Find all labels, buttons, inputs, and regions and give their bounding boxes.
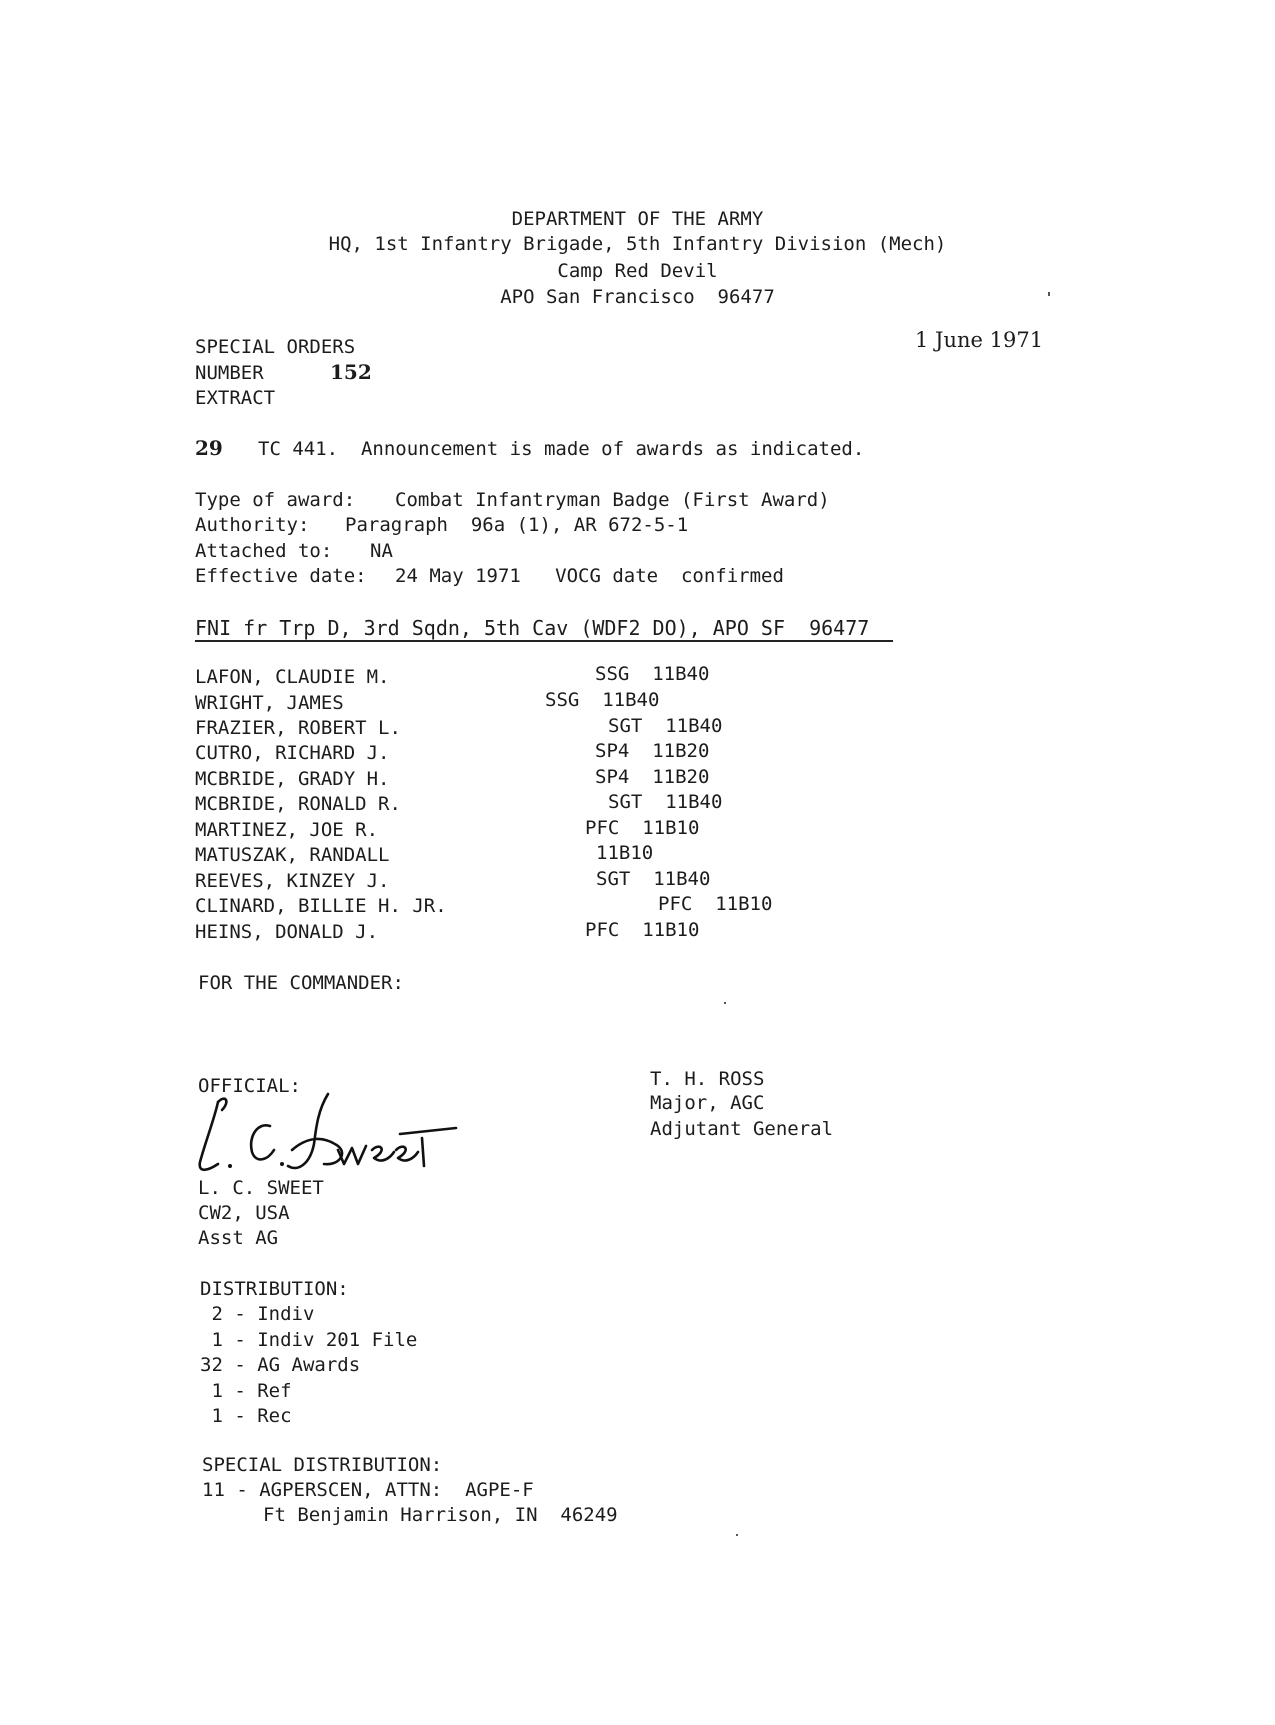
scan-speck [724,1002,726,1004]
official-title: Asst AG [198,1227,279,1249]
scan-speck [1048,292,1050,296]
personnel-name: MCBRIDE, GRADY H. [195,768,390,790]
personnel-name: LAFON, CLAUDIE M. [195,666,390,688]
paragraph-number: 29 [195,436,223,460]
for-commander: FOR THE COMMANDER: [198,972,404,994]
award-authority-label: Authority: [195,514,310,536]
paragraph-text: TC 441. Announcement is made of awards as indicated. [258,438,865,460]
award-effective-label: Effective date: [195,565,367,587]
personnel-grade-mos: SSG 11B40 [545,689,660,711]
personnel-name: MATUSZAK, RANDALL [195,844,390,866]
distribution-item: 32 - AG Awards [200,1354,361,1376]
personnel-grade-mos: PFC 11B10 [585,919,700,941]
header-apo: APO San Francisco 96477 [500,286,775,308]
special-distribution-line2: Ft Benjamin Harrison, IN 46249 [263,1504,618,1526]
award-attached-value: NA [370,540,393,562]
personnel-grade-mos: PFC 11B10 [585,817,700,839]
award-type-label: Type of award: [195,489,356,511]
personnel-grade-mos: SGT 11B40 [608,791,723,813]
distribution-item: 1 - Rec [200,1405,292,1427]
signatory-title: Adjutant General [650,1118,834,1140]
distribution-item: 2 - Indiv [200,1303,315,1325]
personnel-grade-mos: PFC 11B10 [658,893,773,915]
award-type-value: Combat Infantryman Badge (First Award) [395,489,830,511]
special-distribution-line1: 11 - AGPERSCEN, ATTN: AGPE-F [202,1479,534,1501]
orders-title: SPECIAL ORDERS [195,336,356,358]
header-department: DEPARTMENT OF THE ARMY [511,208,764,230]
official-name: L. C. SWEET [198,1177,324,1199]
distribution-label: DISTRIBUTION: [200,1278,349,1300]
personnel-name: REEVES, KINZEY J. [195,870,390,892]
personnel-grade-mos: SP4 11B20 [595,766,710,788]
award-attached-label: Attached to: [195,540,333,562]
personnel-name: HEINS, DONALD J. [195,921,379,943]
distribution-item: 1 - Indiv 201 File [200,1329,418,1351]
special-distribution-label: SPECIAL DISTRIBUTION: [202,1454,443,1476]
personnel-name: MARTINEZ, JOE R. [195,819,379,841]
official-rank: CW2, USA [198,1202,290,1224]
personnel-grade-mos: 11B10 [596,842,654,864]
personnel-grade-mos: SGT 11B40 [608,715,723,737]
unit-underline [195,640,893,642]
orders-number-value: 152 [330,360,372,384]
unit-line: FNI fr Trp D, 3rd Sqdn, 5th Cav (WDF2 DO), APO SF 96477 [195,616,870,640]
personnel-name: WRIGHT, JAMES [195,692,344,714]
personnel-name: CUTRO, RICHARD J. [195,742,390,764]
personnel-grade-mos: SSG 11B40 [595,663,710,685]
signatory-name: T. H. ROSS [650,1068,765,1090]
personnel-grade-mos: SP4 11B20 [595,740,710,762]
award-authority-value: Paragraph 96a (1), AR 672-5-1 [345,514,689,536]
orders-extract: EXTRACT [195,387,276,409]
official-label: OFFICIAL: [198,1075,301,1097]
header-unit: HQ, 1st Infantry Brigade, 5th Infantry Division (Mech) [328,233,947,255]
distribution-item: 1 - Ref [200,1380,292,1402]
personnel-name: MCBRIDE, RONALD R. [195,793,401,815]
personnel-name: FRAZIER, ROBERT L. [195,717,401,739]
signatory-rank: Major, AGC [650,1092,765,1114]
orders-number-label: NUMBER [195,362,264,384]
scan-speck [736,1534,738,1536]
personnel-grade-mos: SGT 11B40 [596,868,711,890]
header-camp: Camp Red Devil [557,260,718,282]
handwritten-signature [188,1080,488,1190]
personnel-name: CLINARD, BILLIE H. JR. [195,895,447,917]
orders-date: 1 June 1971 [915,328,1044,352]
award-effective-value: 24 May 1971 VOCG date confirmed [395,565,784,587]
